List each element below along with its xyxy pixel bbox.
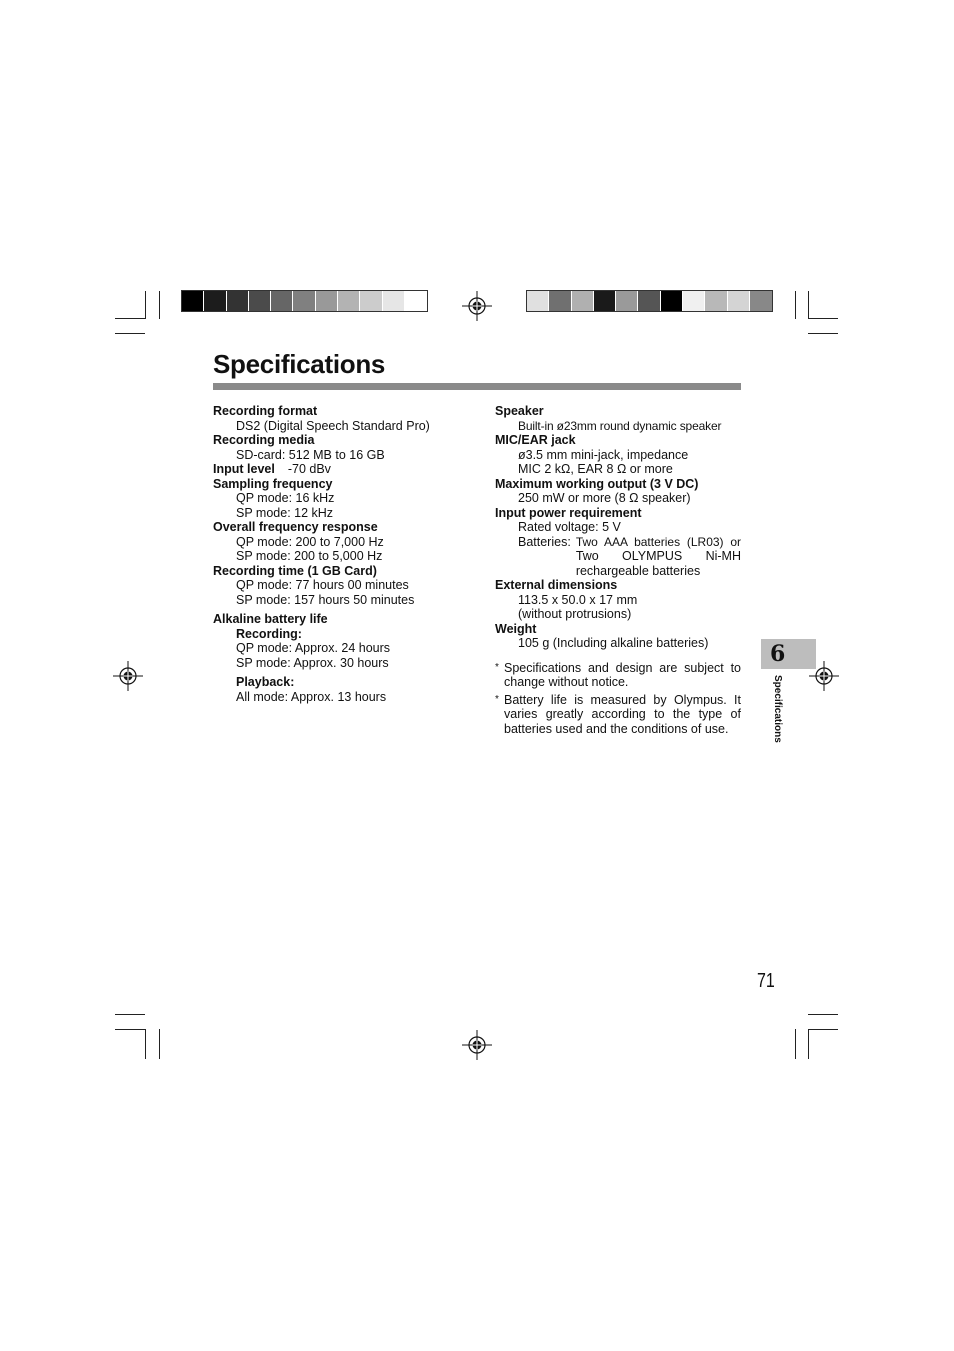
spec-value: QP mode: Approx. 24 hours	[236, 641, 391, 655]
spec-label: Recording format	[213, 404, 318, 418]
spec-label: Speaker	[495, 404, 544, 418]
spec-label: Overall frequency response	[213, 520, 378, 534]
color-swatch	[661, 291, 683, 311]
color-swatch	[750, 291, 772, 311]
spec-row-batteries	[495, 535, 741, 579]
color-swatch	[616, 291, 638, 311]
spec-value: SP mode: 12 kHz	[236, 505, 334, 520]
chapter-number: 6	[770, 641, 786, 667]
spec-column-right	[495, 404, 741, 736]
color-swatch	[594, 291, 616, 311]
color-swatch	[293, 291, 315, 311]
spec-value: SP mode: 157 hours 50 minutes	[236, 592, 415, 607]
spec-value: -70 dBv	[287, 462, 331, 476]
spec-value: 113.5 x 50.0 x 17 mm	[518, 592, 638, 607]
spec-label: Input level	[213, 462, 275, 476]
spec-value: SP mode: 200 to 5,000 Hz	[236, 549, 383, 563]
color-swatch	[638, 291, 660, 311]
color-swatch	[572, 291, 594, 311]
spec-label: Sampling frequency	[213, 476, 333, 491]
spec-value: QP mode: 77 hours 00 minutes	[236, 578, 409, 592]
registration-mark-icon	[462, 1030, 492, 1060]
color-swatch	[360, 291, 382, 311]
spec-label: Input power requirement	[495, 505, 642, 520]
spec-label: MIC/EAR jack	[495, 433, 576, 447]
spec-label: Maximum working output (3 V DC)	[495, 476, 699, 491]
color-swatch	[316, 291, 338, 311]
color-swatch	[204, 291, 226, 311]
spec-value: 105 g (Including alkaline batteries)	[518, 636, 709, 650]
spec-label: Recording media	[213, 433, 315, 447]
spec-label: External dimensions	[495, 578, 618, 592]
spec-value: (without protrusions)	[518, 607, 632, 621]
spec-value: DS2 (Digital Speech Standard Pro)	[236, 418, 430, 433]
spec-label: Alkaline battery life	[213, 612, 328, 626]
registration-mark-icon	[113, 661, 143, 691]
color-swatch	[182, 291, 204, 311]
spec-value: QP mode: 16 kHz	[236, 491, 335, 505]
chapter-tab	[761, 639, 816, 669]
spec-value: rechargeable batteries	[575, 563, 701, 578]
spec-label: Recording time (1 GB Card)	[213, 563, 377, 578]
spec-sublabel: Recording:	[236, 626, 302, 641]
spec-row-input-level	[213, 462, 468, 477]
spec-value: Two AAA batteries (LR03) or	[575, 534, 741, 549]
color-swatch	[383, 291, 405, 311]
color-swatch	[405, 291, 427, 311]
footnote-mark: *	[495, 693, 499, 705]
color-swatch	[683, 291, 705, 311]
registration-mark-icon	[809, 661, 839, 691]
spec-value: MIC 2 kΩ, EAR 8 Ω or more	[518, 462, 673, 476]
spec-value: All mode: Approx. 13 hours	[236, 689, 387, 704]
spec-value: QP mode: 200 to 7,000 Hz	[236, 534, 384, 549]
color-swatch	[705, 291, 727, 311]
color-swatch	[249, 291, 271, 311]
footnote	[495, 693, 741, 737]
spec-column-left	[213, 404, 468, 704]
color-swatch	[338, 291, 360, 311]
spec-value: Two OLYMPUS Ni-MH	[575, 549, 741, 563]
color-bar-left	[181, 290, 428, 312]
spec-value: Built-in ø23mm round dynamic speaker	[518, 418, 722, 433]
color-swatch	[227, 291, 249, 311]
footnote-text: batteries used and the conditions of use.	[504, 721, 729, 736]
side-section-label: Specifications	[772, 675, 783, 743]
registration-mark-icon	[462, 291, 492, 321]
footnote-text: Specifications and design are subject to	[504, 660, 741, 675]
footnote-text: change without notice.	[504, 675, 629, 689]
title-rule	[213, 383, 741, 390]
spec-label: Weight	[495, 621, 537, 636]
color-swatch	[549, 291, 571, 311]
page-title: Specifications	[213, 349, 386, 379]
spec-value: Rated voltage: 5 V	[518, 520, 621, 534]
color-swatch	[728, 291, 750, 311]
color-swatch	[271, 291, 293, 311]
spec-sublabel: Batteries:	[518, 534, 571, 549]
spec-value: SP mode: Approx. 30 hours	[236, 655, 389, 670]
footnote	[495, 661, 741, 690]
color-swatch	[527, 291, 549, 311]
color-bar-right	[526, 290, 773, 312]
footnote-mark: *	[495, 661, 499, 673]
page-number: 71	[757, 970, 775, 992]
spec-value: ø3.5 mm mini-jack, impedance	[518, 447, 689, 462]
spec-sublabel: Playback:	[236, 675, 295, 689]
spec-value: SD-card: 512 MB to 16 GB	[236, 447, 385, 462]
footnote-text: varies greatly according to the type of	[504, 707, 741, 721]
footnote-text: Battery life is measured by Olympus. It	[504, 692, 741, 707]
spec-value: 250 mW or more (8 Ω speaker)	[518, 491, 691, 505]
